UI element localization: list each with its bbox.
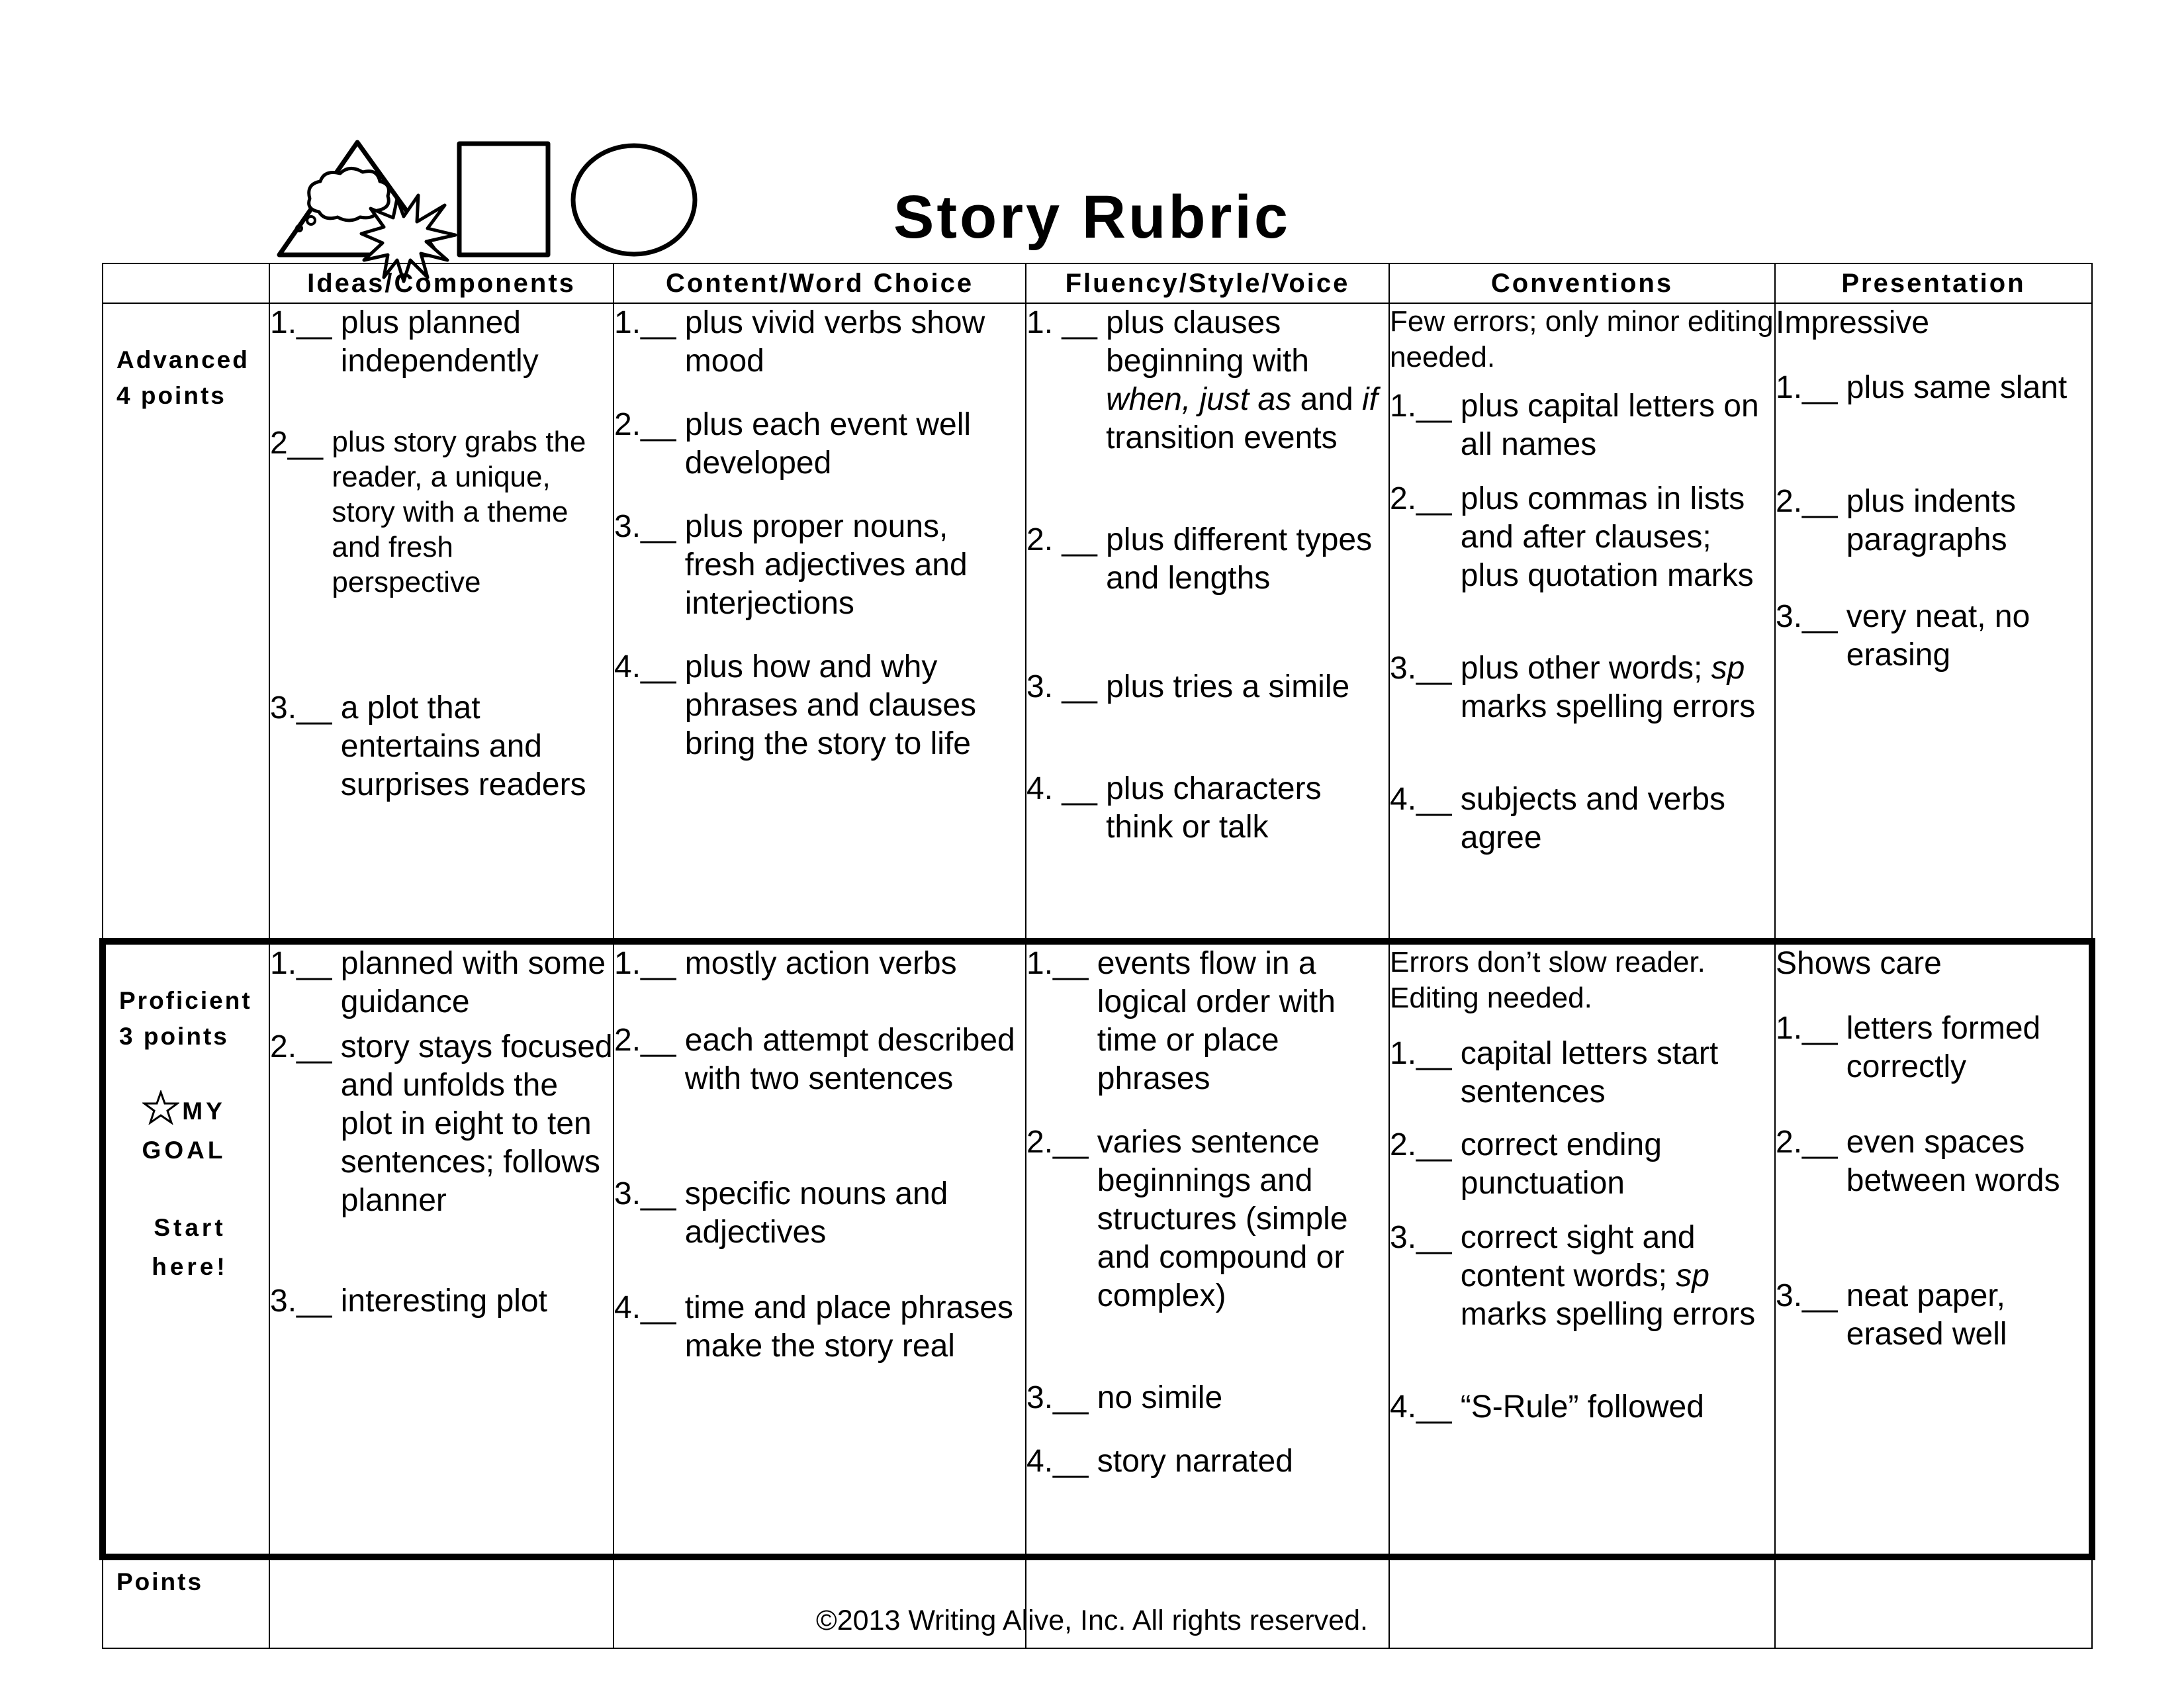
cell-intro: Shows care	[1776, 946, 1942, 981]
list-item: 2. __ plus different types and lengths	[1026, 522, 1373, 596]
list-item: 3.__ a plot that entertains and surprises readers	[270, 690, 586, 802]
list-item: 2.__ correct ending punctuation	[1390, 1127, 1662, 1201]
list-item: 2__ plus story grabs the reader, a unique, story with a theme and fresh perspective	[270, 426, 586, 598]
proficient-ideas-cell	[269, 941, 614, 1557]
list-item: 3.__ no simile	[1026, 1380, 1223, 1415]
header-row	[103, 263, 2092, 303]
star-icon	[142, 1090, 179, 1125]
list-item: 3.__ plus other words; sp marks spelling errors	[1390, 651, 1756, 724]
list-item: 4.__ “S-Rule” followed	[1390, 1389, 1704, 1425]
list-item: 2.__ plus each event well developed	[614, 407, 972, 481]
cell-intro: Few errors; only minor editing needed.	[1390, 305, 1774, 373]
advanced-content-cell	[614, 303, 1026, 941]
list-item: 1.__ capital letters start sentences	[1390, 1036, 1719, 1109]
list-item: 2.__ plus commas in lists and after clauses; plus quotation marks	[1390, 481, 1754, 593]
list-item: 3.__ specific nouns and adjectives	[614, 1176, 948, 1250]
list-item: 2.__ varies sentence beginnings and structures (simple and compound or complex)	[1026, 1125, 1348, 1313]
square-icon	[459, 144, 548, 255]
circle-icon	[573, 146, 695, 254]
advanced-presentation-cell	[1775, 303, 2092, 941]
list-item: 4.__ plus how and why phrases and clauses bring the story to life	[614, 649, 977, 761]
header-blank	[103, 263, 269, 303]
list-item: 1.__ plus capital letters on all names	[1390, 389, 1759, 462]
list-item: 3.__ very neat, no erasing	[1776, 599, 2030, 673]
proficient-content-cell	[614, 941, 1026, 1557]
header-presentation: Presentation	[1775, 263, 2092, 303]
list-item: 1.__ letters formed correctly	[1776, 1011, 2041, 1084]
proficient-conventions-cell	[1389, 941, 1775, 1557]
list-item: 4.__ time and place phrases make the story real	[614, 1290, 1014, 1364]
copyright-notice: ©2013 Writing Alive, Inc. All rights reserved.	[816, 1605, 1368, 1636]
level-name: Advanced	[116, 346, 250, 373]
start-here-label: Start here!	[152, 1214, 228, 1280]
advanced-row	[103, 303, 2092, 941]
list-item: 3. __ plus tries a simile	[1026, 669, 1350, 704]
cell-intro: Errors don’t slow reader. Editing needed.	[1390, 946, 1706, 1014]
advanced-level-cell	[103, 303, 269, 941]
header-content: Content/Word Choice	[614, 263, 1026, 303]
advanced-conventions-cell	[1389, 303, 1775, 941]
list-item: 1.__ plus vivid verbs show mood	[614, 305, 985, 379]
list-item: 3.__ neat paper, erased well	[1776, 1278, 2007, 1352]
list-item: 1.__ plus planned independently	[270, 305, 539, 379]
header-conventions: Conventions	[1389, 263, 1775, 303]
list-item: 2.__ each attempt described with two sentences	[614, 1023, 1015, 1096]
list-item: 2.__ even spaces between words	[1776, 1125, 2060, 1198]
level-points: 4 points	[116, 382, 226, 409]
list-item: 2.__ plus indents paragraphs	[1776, 484, 2016, 557]
list-item: 1.__ planned with some guidance	[270, 946, 606, 1019]
proficient-row	[103, 941, 2092, 1557]
list-item: 4.__ story narrated	[1026, 1444, 1293, 1479]
my-goal-label: MY GOAL	[119, 1090, 269, 1170]
list-item: 4. __ plus characters think or talk	[1026, 771, 1322, 845]
page-title: Story Rubric	[893, 183, 1291, 251]
proficient-presentation-cell	[1775, 941, 2092, 1557]
level-name: Proficient	[119, 987, 252, 1014]
list-item: 3.__ interesting plot	[270, 1284, 547, 1319]
points-label: Points	[103, 1557, 269, 1648]
header-fluency: Fluency/Style/Voice	[1026, 263, 1389, 303]
list-item: 4.__ subjects and verbs agree	[1390, 782, 1725, 855]
list-item: 1.__ mostly action verbs	[614, 946, 957, 981]
list-item: 3.__ correct sight and content words; sp marks spelling errors	[1390, 1220, 1756, 1332]
level-points: 3 points	[119, 1023, 229, 1050]
header-ideas: Ideas/Components	[269, 263, 614, 303]
rubric-table	[99, 263, 2095, 1649]
cloud-icon	[296, 168, 389, 231]
advanced-ideas-cell	[269, 303, 614, 941]
cell-intro: Impressive	[1776, 305, 1930, 340]
proficient-fluency-cell	[1026, 941, 1389, 1557]
proficient-level-cell	[103, 941, 269, 1557]
list-item: 3.__ plus proper nouns, fresh adjectives and interjections	[614, 509, 968, 621]
list-item: 1.__ events flow in a logical order with time or place phrases	[1026, 946, 1336, 1096]
list-item: 1.__ plus same slant	[1776, 370, 2068, 405]
list-item: 2.__ story stays focused and unfolds the plot in eight to ten sentences; follows planner	[270, 1029, 613, 1218]
advanced-fluency-cell	[1026, 303, 1389, 941]
list-item: 1. __ plus clauses beginning with when, just as and if transition events	[1026, 305, 1379, 455]
